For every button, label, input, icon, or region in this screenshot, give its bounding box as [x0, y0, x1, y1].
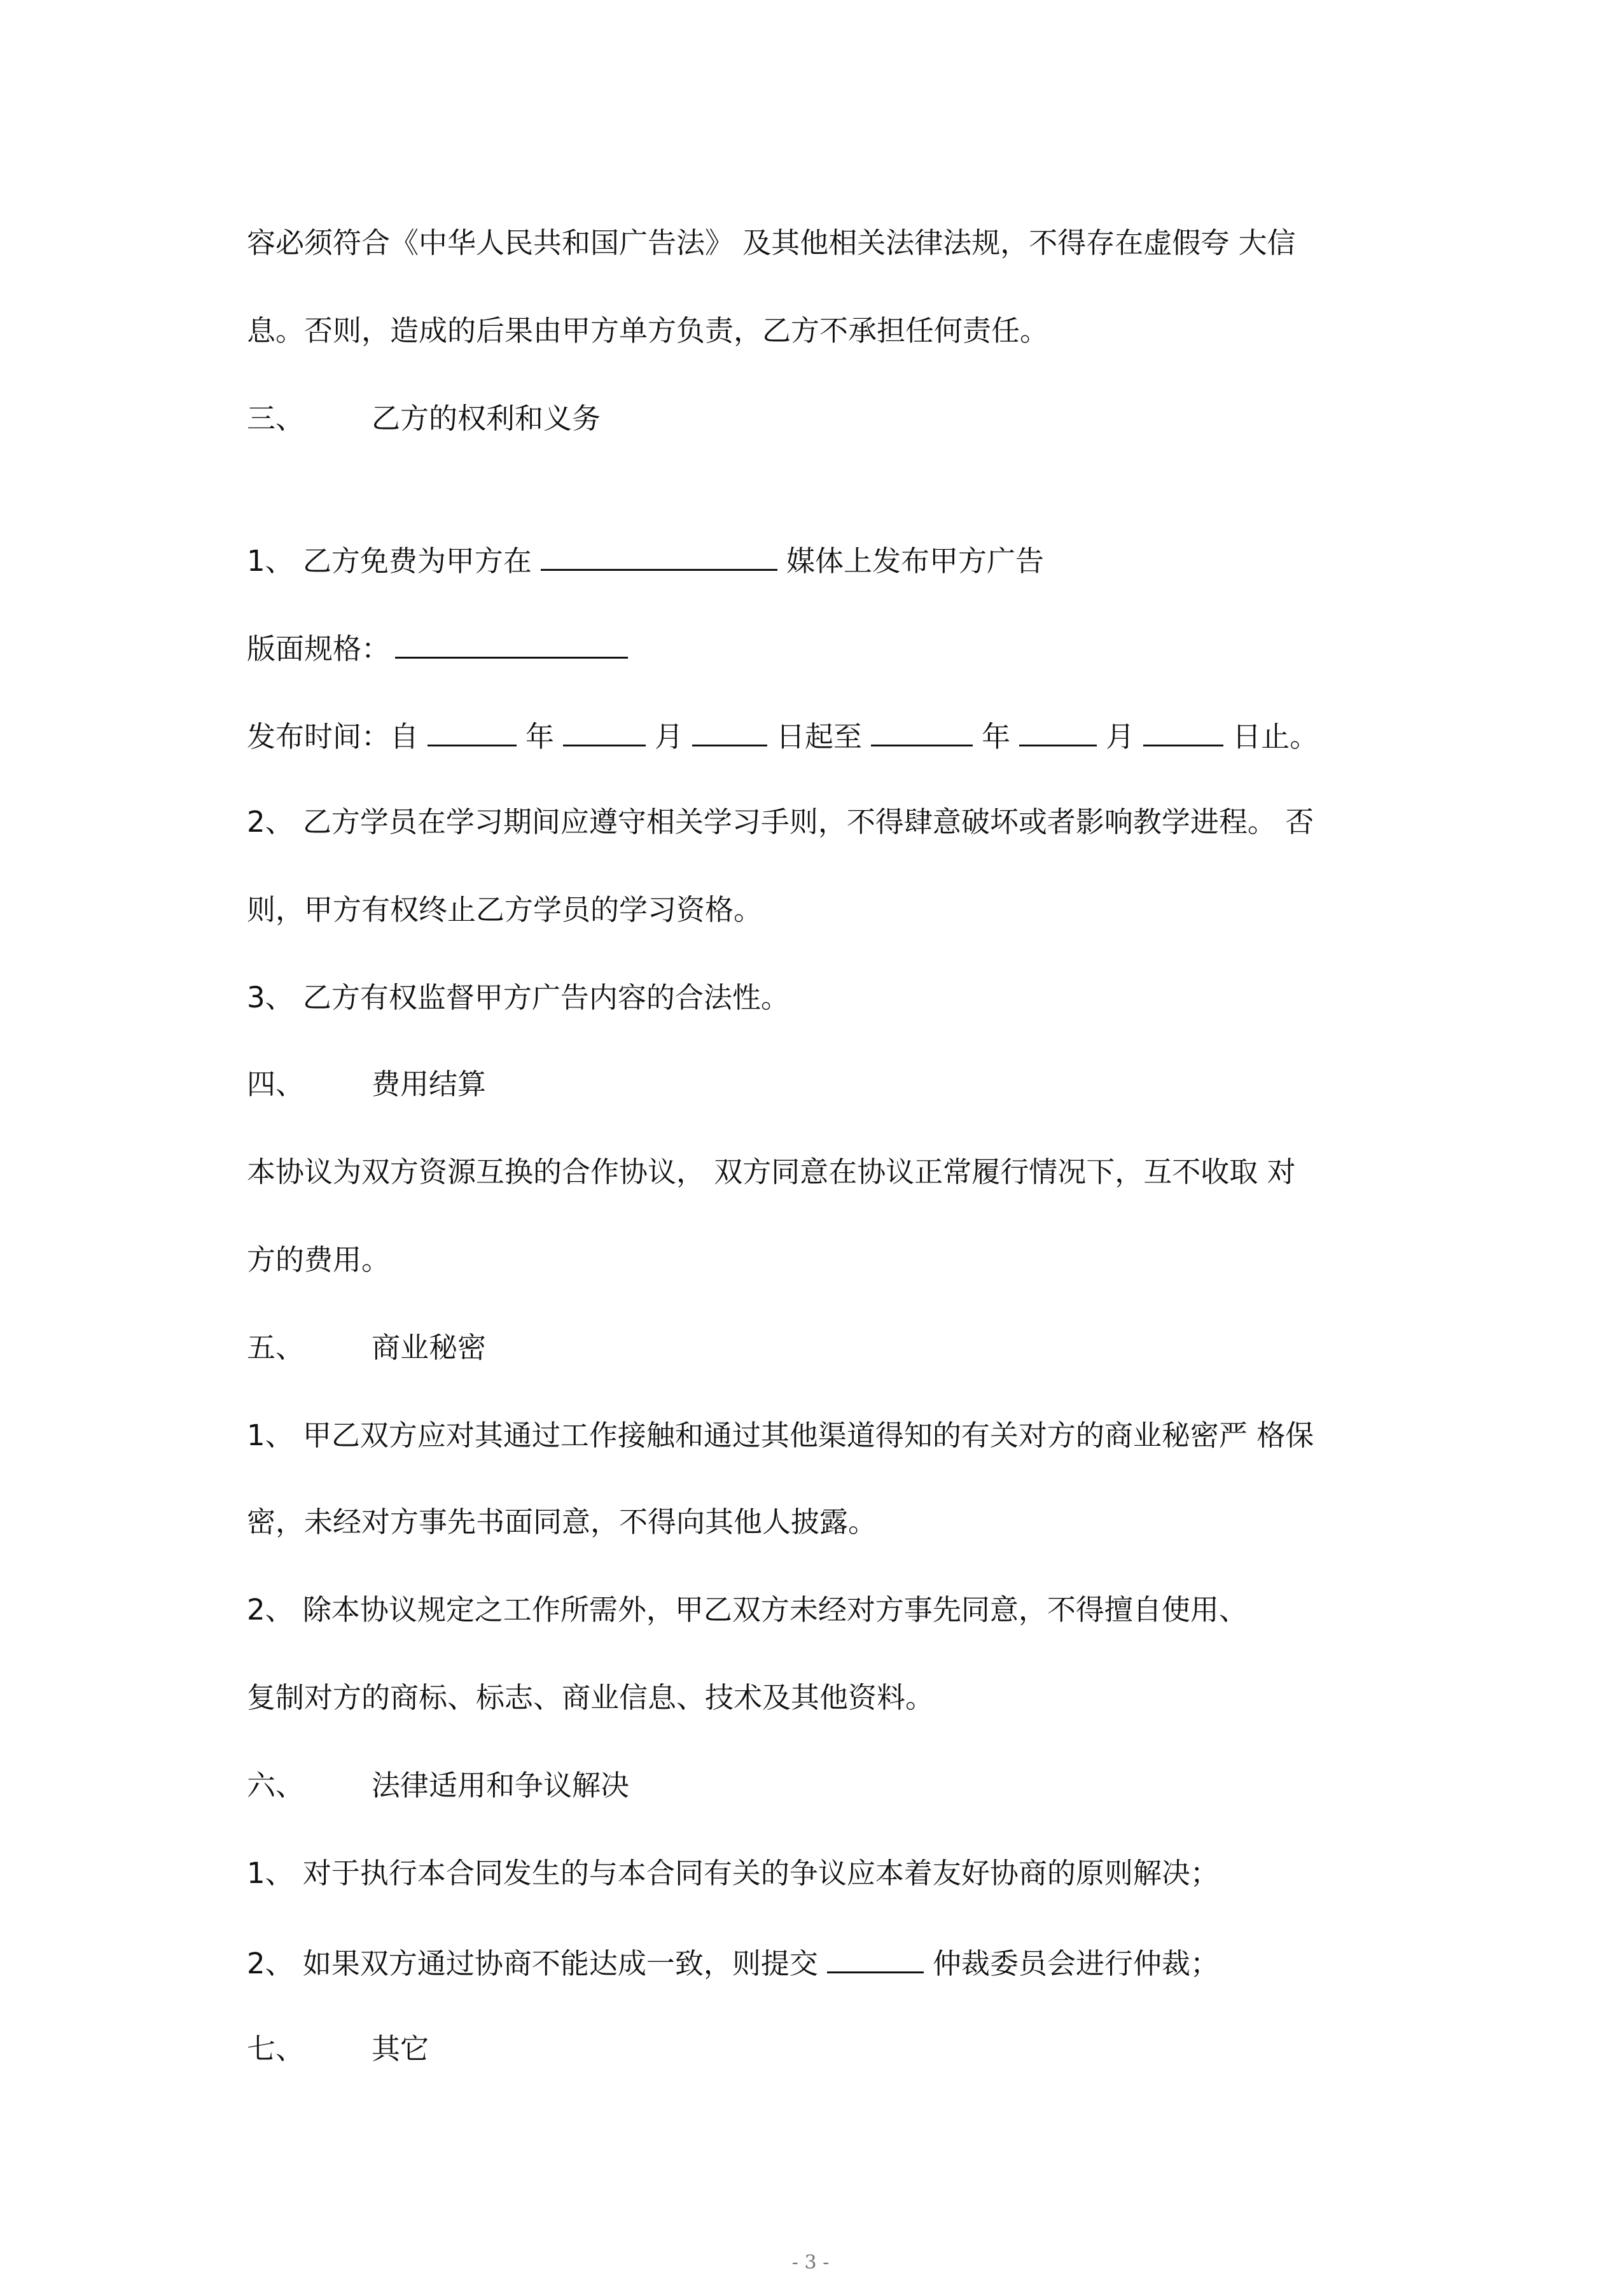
time-label: 发布时间：自: [247, 720, 419, 753]
clause-1: [247, 540, 1044, 580]
heading-number: 七、: [247, 2032, 305, 2066]
fill-blank-spec: [395, 627, 628, 659]
fill-blank-media: [541, 540, 777, 571]
spec-label: 版面规格：: [247, 632, 391, 666]
fill-blank-year-end: [871, 715, 973, 746]
paragraph-line: 本协议为双方资源互换的合作协议， 双方同意在协议正常履行情况下，互不收取 对: [247, 1155, 1296, 1189]
paragraph-line: 3、 乙方有权监督甲方广告内容的合法性。: [247, 981, 790, 1014]
layout-spec-line: [247, 627, 637, 668]
fill-blank-arbitration: [827, 1942, 924, 1973]
fill-blank-day-end: [1143, 715, 1223, 746]
time-unit: 月: [1106, 720, 1135, 753]
heading-number: 六、: [247, 1768, 305, 1802]
dispute-clause-2: [247, 1942, 1219, 1983]
clause-text: 1、 乙方免费为甲方在: [247, 544, 532, 578]
section-heading-5: [247, 1329, 486, 1367]
fill-blank-month-end: [1019, 715, 1097, 746]
paragraph-line: 1、 甲乙双方应对其通过工作接触和通过其他渠道得知的有关对方的商业秘密严 格保: [247, 1418, 1314, 1452]
time-unit: 日起至: [776, 720, 863, 753]
paragraph-line: 息。否则，造成的后果由甲方单方负责，乙方不承担任何责任。: [247, 314, 1049, 347]
heading-title: 法律适用和争议解决: [372, 1768, 630, 1802]
fill-blank-day-start: [692, 715, 767, 746]
heading-number: 五、: [247, 1331, 305, 1364]
heading-number: 四、: [247, 1067, 305, 1101]
section-heading-4: [247, 1065, 486, 1103]
paragraph-line: 则，甲方有权终止乙方学员的学习资格。: [247, 893, 763, 927]
fill-blank-year-start: [428, 715, 517, 746]
paragraph-line: 方的费用。: [247, 1243, 391, 1277]
paragraph-line: 1、 对于执行本合同发生的与本合同有关的争议应本着友好协商的原则解决；: [247, 1856, 1219, 1890]
section-heading-7: [247, 2030, 429, 2068]
heading-title: 其它: [372, 2032, 429, 2066]
heading-title: 商业秘密: [372, 1331, 487, 1364]
page-number: - 3 -: [791, 2251, 830, 2274]
time-unit: 日止。: [1232, 720, 1319, 753]
clause-text: 2、 如果双方通过协商不能达成一致，则提交: [247, 1947, 818, 1980]
paragraph-line: 2、 乙方学员在学习期间应遵守相关学习手则，不得肆意破坏或者影响教学进程。 否: [247, 805, 1314, 839]
clause-text: 媒体上发布甲方广告: [786, 544, 1044, 578]
fill-blank-month-start: [563, 715, 646, 746]
clause-text: 仲裁委员会进行仲裁；: [932, 1947, 1219, 1980]
paragraph-line: 密，未经对方事先书面同意，不得向其他人披露。: [247, 1505, 877, 1539]
time-unit: 年: [982, 720, 1011, 753]
paragraph-line: 容必须符合《中华人民共和国广告法》 及其他相关法律法规，不得存在虚假夸 大信: [247, 226, 1296, 260]
heading-title: 乙方的权利和义务: [372, 402, 601, 435]
time-unit: 年: [525, 720, 555, 753]
paragraph-line: 2、 除本协议规定之工作所需外，甲乙双方未经对方事先同意，不得擅自使用、: [247, 1593, 1248, 1627]
publish-time-line: [247, 715, 1318, 756]
section-heading-3: [247, 400, 601, 438]
paragraph-line: 复制对方的商标、标志、商业信息、技术及其他资料。: [247, 1681, 935, 1714]
heading-title: 费用结算: [372, 1067, 487, 1101]
time-unit: 月: [655, 720, 684, 753]
section-heading-6: [247, 1767, 629, 1805]
heading-number: 三、: [247, 402, 305, 435]
